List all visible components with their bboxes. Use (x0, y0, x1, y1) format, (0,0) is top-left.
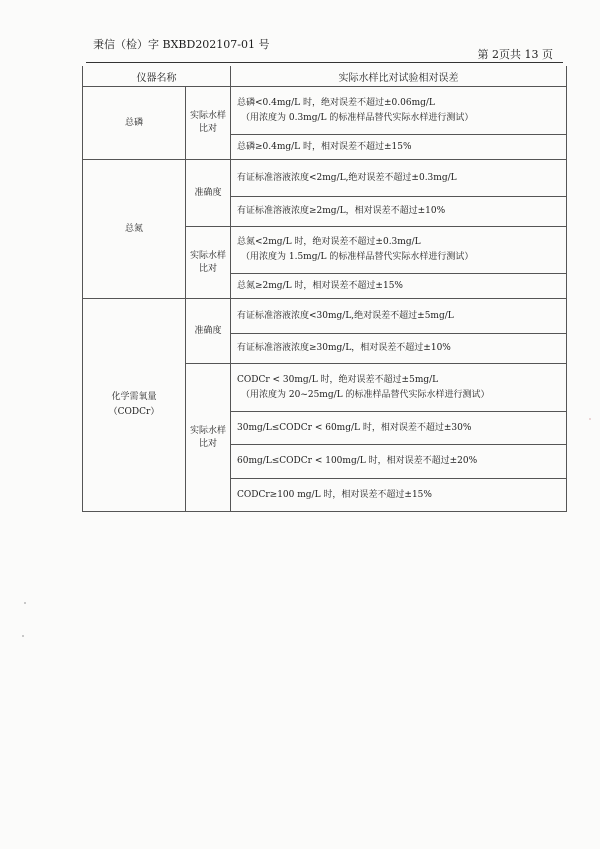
requirement-text: 有证标准溶液浓度<30mg/L,绝对误差不超过±5mg/L (237, 310, 454, 321)
requirement-text: CODCr≥100 mg/L 时，相对误差不超过±15% (237, 489, 432, 500)
instrument-name-cod: 化学需氧量 (111, 392, 157, 402)
instrument-subname-cod: （CODCr） (108, 407, 160, 417)
scan-speck (24, 602, 26, 604)
method-label: 实际水样比对 (189, 250, 226, 274)
requirement-text: CODCr < 30mg/L 时，绝对误差不超过±5mg/L (237, 374, 439, 385)
requirement-cell (231, 412, 567, 445)
requirement-cell (231, 227, 567, 274)
requirement-cell (231, 479, 567, 512)
instrument-name-cell (83, 299, 186, 512)
method-cell (186, 299, 231, 364)
requirement-text: 30mg/L≤CODCr < 60mg/L 时，相对误差不超过±30% (237, 422, 472, 433)
instrument-name-cell (83, 87, 186, 160)
instrument-name-tp: 总磷 (124, 117, 143, 128)
requirement-text: 总氮≥2mg/L 时，相对误差不超过±15% (237, 280, 403, 291)
requirement-cell (231, 364, 567, 412)
table-row (83, 160, 567, 197)
requirement-text: 总氮<2mg/L 时，绝对误差不超过±0.3mg/L (237, 237, 421, 247)
requirement-text: 有证标准溶液浓度≥30mg/L，相对误差不超过±10% (237, 343, 451, 353)
method-label: 实际水样比对 (189, 425, 226, 449)
requirement-cell (231, 445, 567, 479)
requirement-cell (231, 299, 567, 334)
requirement-cell (231, 160, 567, 197)
document-header (93, 34, 553, 61)
requirement-text: 有证标准溶液浓度≥2mg/L，相对误差不超过±10% (237, 206, 446, 216)
method-cell (186, 160, 231, 227)
requirement-text: 总磷≥0.4mg/L 时，相对误差不超过±15% (237, 141, 412, 152)
requirement-text: 总磷<0.4mg/L 时，绝对误差不超过±0.06mg/L (237, 97, 435, 108)
requirement-cell (231, 197, 567, 227)
scan-speck (22, 635, 24, 637)
requirement-note: （用浓度为 0.3mg/L 的标准样品替代实际水样进行测试） (241, 112, 474, 123)
table-row (83, 299, 567, 334)
column-header-requirement: 实际水样比对试验相对误差 (231, 66, 567, 87)
requirement-text: 有证标准溶液浓度<2mg/L,绝对误差不超过±0.3mg/L (237, 172, 457, 183)
method-cell (186, 364, 231, 512)
requirement-cell (231, 135, 567, 160)
requirement-cell (231, 274, 567, 299)
method-cell (186, 227, 231, 299)
method-label: 准确度 (194, 325, 222, 336)
method-label: 准确度 (194, 187, 222, 198)
instrument-name-tn: 总氮 (124, 223, 143, 234)
requirement-note: （用浓度为 20~25mg/L 的标准样品替代实际水样进行测试） (241, 389, 490, 400)
method-cell (186, 87, 231, 160)
requirement-note: （用浓度为 1.5mg/L 的标准样品替代实际水样进行测试） (241, 252, 474, 262)
method-label: 实际水样比对 (189, 111, 226, 134)
instrument-name-cell (83, 160, 186, 299)
page-counter: 第 2页共 13 页 (477, 48, 553, 61)
column-header-instrument: 仪器名称 (83, 66, 231, 87)
requirement-cell (231, 334, 567, 364)
document-number: 秉信（检）字 BXBD202107-01 号 (93, 38, 270, 51)
header-rule (86, 62, 563, 63)
scan-speck (589, 418, 591, 420)
requirement-text: 60mg/L≤CODCr < 100mg/L 时，相对误差不超过±20% (237, 456, 478, 466)
table-header-row (83, 66, 567, 87)
table-row (83, 87, 567, 135)
requirement-cell (231, 87, 567, 135)
error-requirements-table (82, 66, 567, 512)
